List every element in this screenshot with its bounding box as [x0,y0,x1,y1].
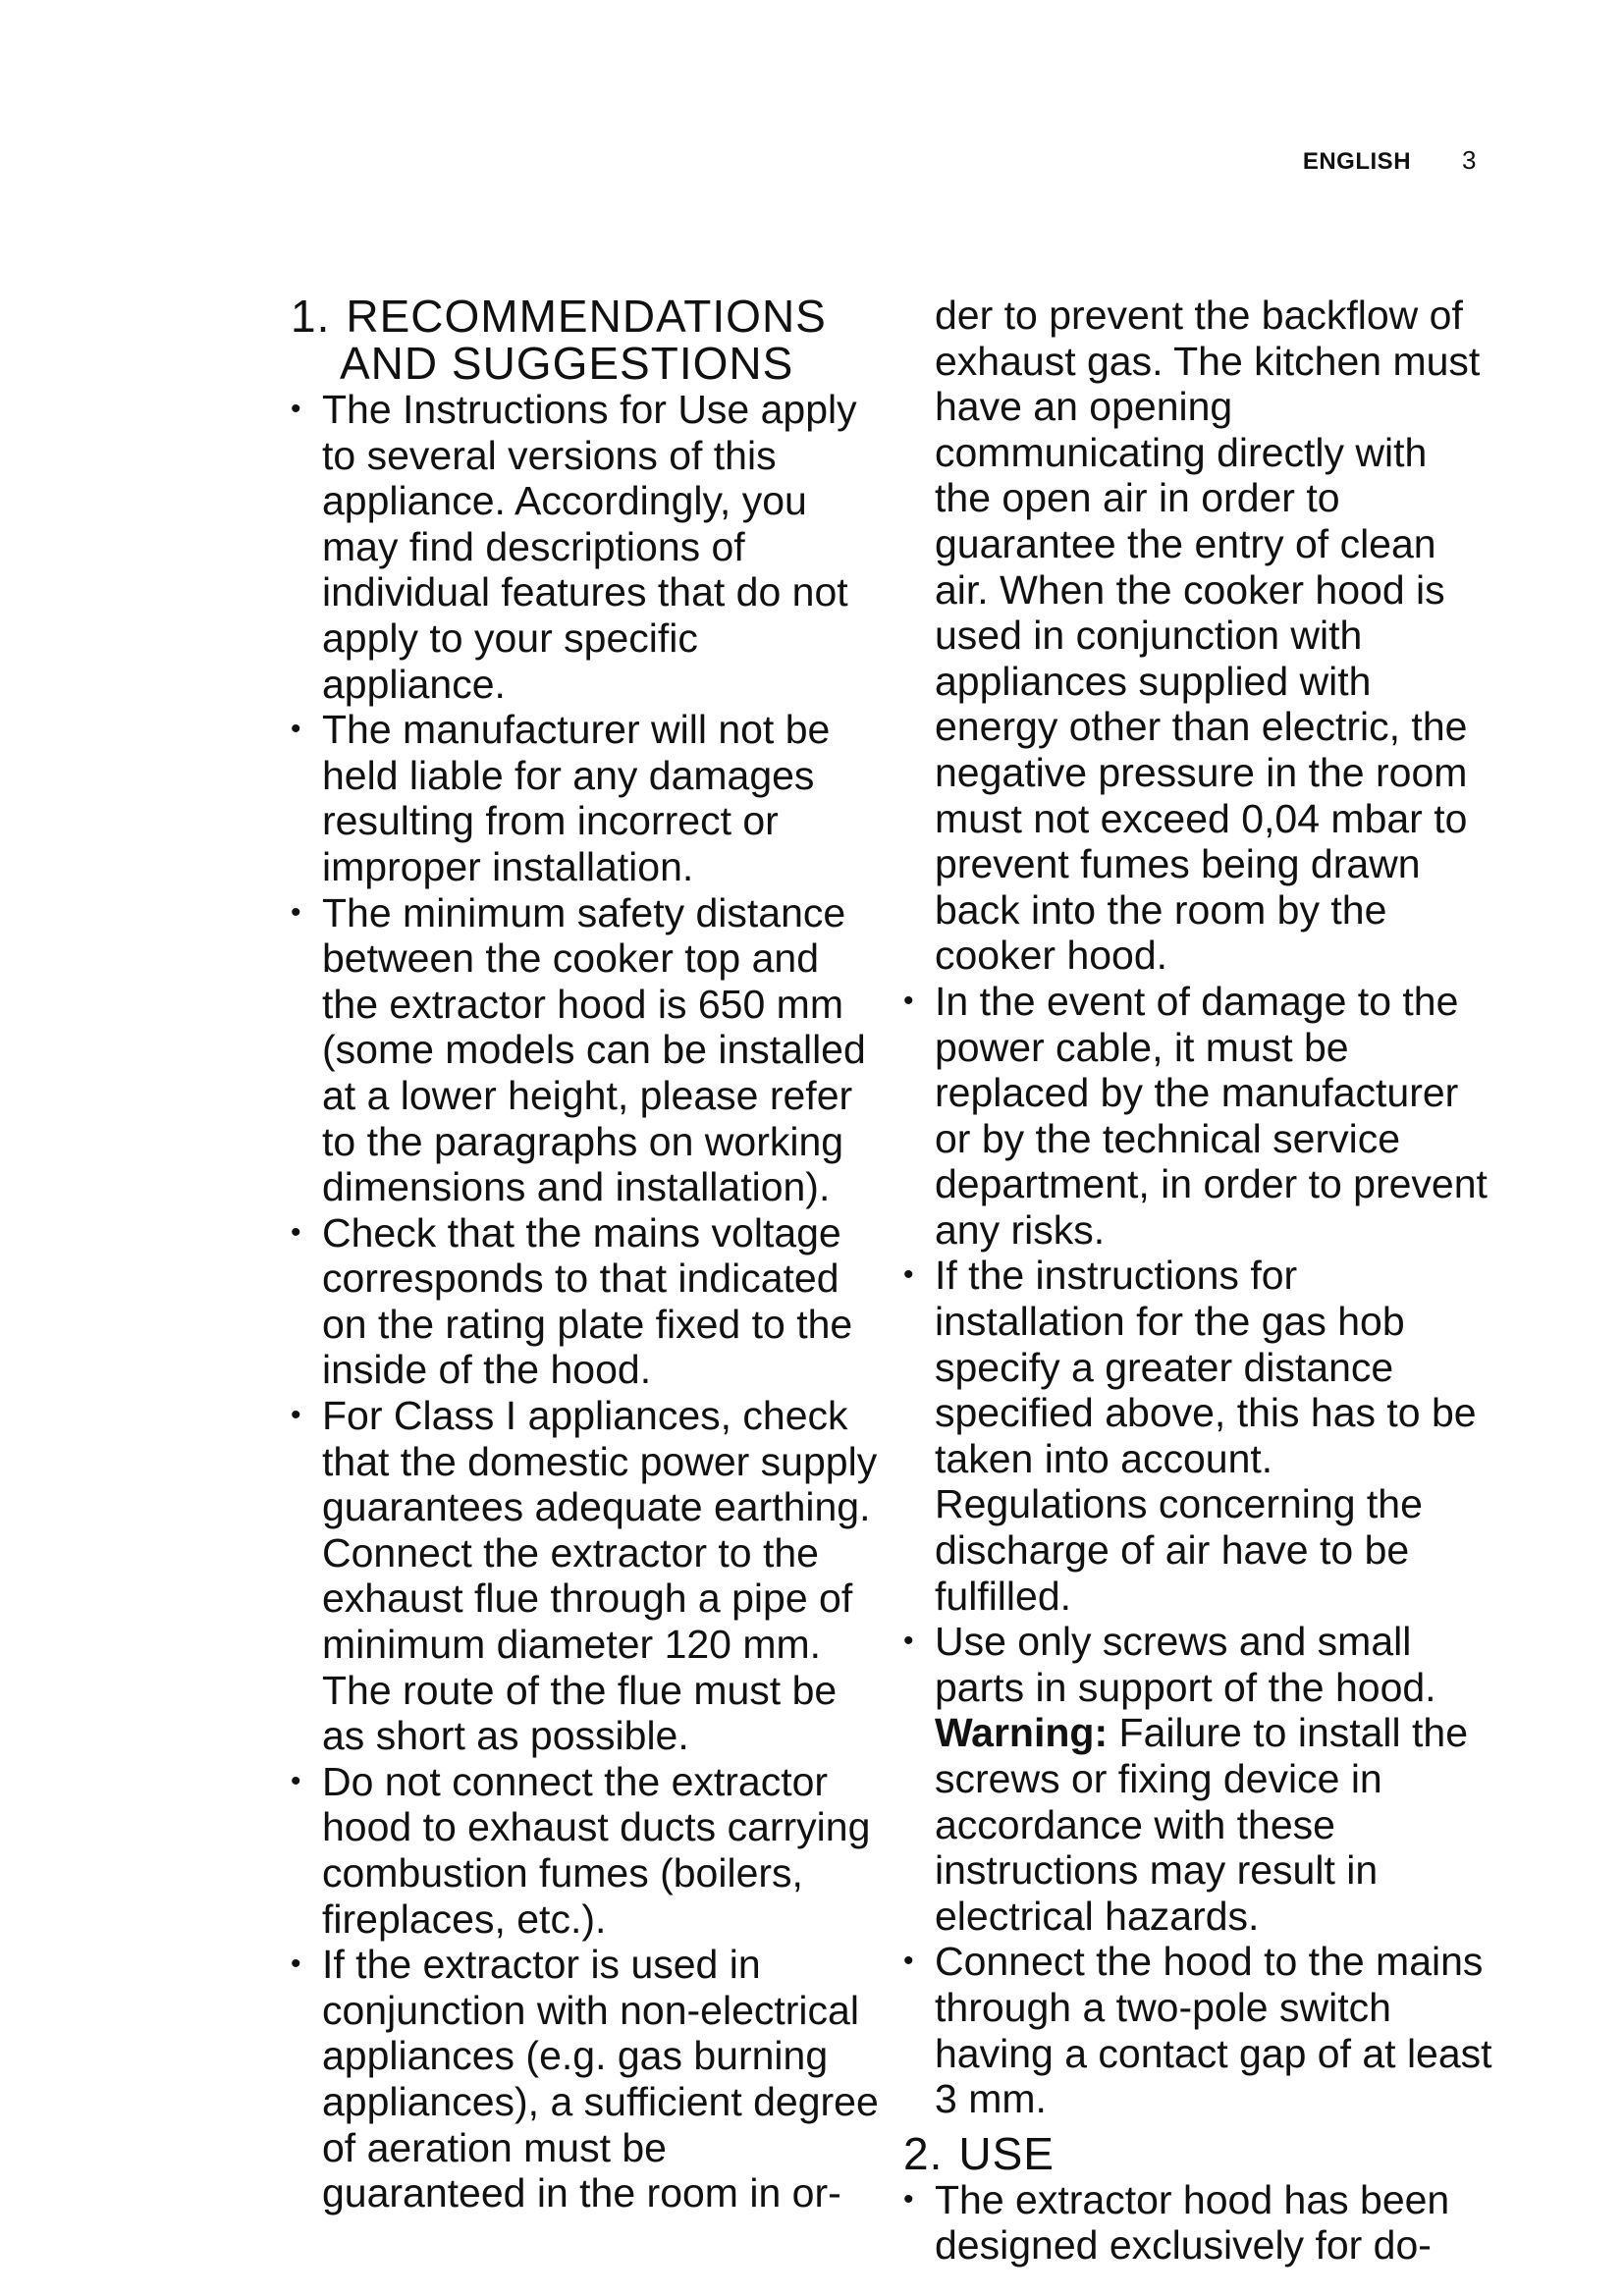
right-column [903,293,1492,2269]
section-1-title-line1: RECOMMENDATIONS [346,291,827,342]
warning-label: Warning: [935,1710,1109,1756]
bullet-item: • The minimum safety distance between the cooker top and the extractor hood is 650 mm (some models can be installed at a lower height, please refer to the paragraphs on working dimensions and installation). [291,890,880,1210]
bullet-item: • In the event of damage to the power cable, it must be replaced by the manufacturer or by the technical service department, in order to prevent any risks. [903,979,1492,1254]
section-1-heading [291,293,880,387]
bullet-item: • The Instructions for Use apply to several versions of this appliance. Accordingly, you may find descriptions of individual features that do not apply to your specific appliance. [291,387,880,707]
left-column [291,293,880,2216]
bullet-text: Use only screws and small parts in support of the hood. [935,1619,1436,1710]
section-1-title-line2: AND SUGGESTIONS [340,338,794,389]
bullet-item-partial: • If the extractor is used in conjunction with non-electrical appliances (e.g. gas burning appliances), a sufficient degree of aeration must be guaranteed in the room in or- [291,1942,880,2216]
bullet-item: • For Class I appliances, check that the domestic power supply guarantees adequate earthing. Connect the extractor to the exhaust flue through a pipe of minimum diameter 120 mm. The route of the flue must be as short as possible. [291,1393,880,1759]
section-2-number: 2. [903,2127,944,2179]
bullet-item: • The extractor hood has been designed exclusively for do- [903,2177,1492,2269]
bullet-item: • Connect the hood to the mains through a two-pole switch having a contact gap of at least 3 mm. [903,1939,1492,2121]
section-1-number: 1. [291,291,331,342]
bullet-continuation: der to prevent the backflow of exhaust gas. The kitchen must have an opening communicating directly with the open air in order to guarantee the entry of clean air. When the cooker hood is used in conjunction with appliances supplied with energy other than electric, the negative pressure in the room must not exceed 0,04 mbar to prevent fumes being drawn back into the room by the cooker hood. [935,293,1481,979]
section-2-title: USE [958,2127,1055,2179]
language-label: ENGLISH [1302,148,1412,175]
section-2-heading [903,2127,1492,2179]
bullet-item: • The manufacturer will not be held liable for any damages resulting from incorrect or improper installation. [291,707,880,889]
section-2-bullet-list [903,2177,1492,2269]
section-1-bullet-list-cont [903,979,1492,2122]
bullet-item-warning [903,1619,1492,1939]
bullet-item: • Do not connect the extractor hood to exhaust ducts carrying combustion fumes (boilers, fireplaces, etc.). [291,1759,880,1942]
bullet-item: • Check that the mains voltage corresponds to that indicated on the rating plate fixed to the inside of the hood. [291,1210,880,1393]
bullet-item: • If the instructions for installation for the gas hob specify a greater distance specified above, this has to be taken into account. Regulations concerning the discharge of air have to be fulfilled. [903,1253,1492,1619]
page-header [1303,145,1477,176]
warning-text: Failure to install the screws or fixing device in accordance with these instructions may result in electrical hazards. [935,1710,1469,1939]
section-1-bullet-list [291,387,880,2216]
page-number: 3 [1462,145,1477,175]
